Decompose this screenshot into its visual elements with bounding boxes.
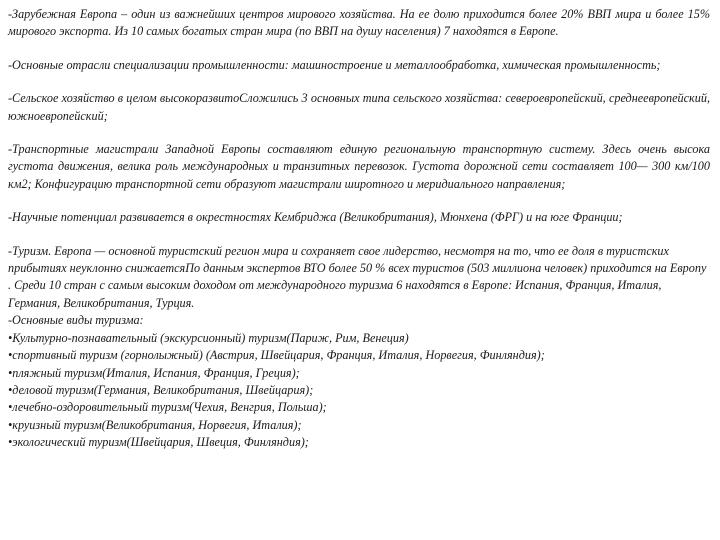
list-item: •спортивный туризм (горнолыжный) (Австрия, Швейцария, Франция, Италия, Норвегия, Финляндия); [8,348,545,363]
list-item: •круизный туризм(Великобритания, Норвегия, Италия); [8,417,302,432]
list-item: •пляжный туризм(Италия, Испания, Франция, Греция); [8,365,300,380]
tourism-types-list [8,312,710,451]
list-item: •деловой туризм(Германия, Великобритания, Швейцария); [8,382,314,397]
paragraph-tourism: -Туризм. Европа — основной туристский регион мира и сохраняет свое лидерство, несмотря на то, что ее доля в туристских прибытиях неуклонно снижаетсяПо данным экспертов ВТО более 50 % всех туристов (503 миллиона человек) приходится на Европу . Среди 10 стран с самым высоким доходом от международного туризма 6 находятся в Европе: Испания, Франция, Италия, Германия, Великобритания, Турция. [8,243,707,310]
paragraph-economy: -Зарубежная Европа – один из важнейших центров мирового хозяйства. На ее долю приходится более 20% ВВП мира и более 15% мирового экспорта. Из 10 самых богатых стран мира (по ВВП на душу населения) 7 находятся в Европе. [8,7,710,39]
list-item: •экологический туризм(Швейцария, Швеция, Финляндия); [8,435,309,450]
list-item: •лечебно-оздоровительный туризм(Чехия, Венгрия, Польша); [8,400,327,415]
list-item: •Культурно-познавательный (экскурсионный) туризм(Париж, Рим, Венеция) [8,330,409,345]
tourism-types-heading: -Основные виды туризма: [8,313,144,328]
paragraph-transport: -Транспортные магистрали Западной Европы составляют единую региональную транспортную систему. Здесь очень высока густота движения, велика роль международных и транзитных перевозок. Густота дорожной сети составляет 100— 300 км/100 км2; Конфигурацию транспортной сети образуют магистрали широтного и меридиального направления; [8,142,710,191]
document-page [8,6,710,452]
paragraph-science: -Научные потенциал развивается в окрестностях Кембриджа (Великобритания), Мюнхена (ФРГ) и на юге Франции; [8,210,623,225]
paragraph-industry: -Основные отрасли специализации промышленности: машиностроение и металлообработка, химическая промышленность; [8,57,661,72]
paragraph-agriculture: -Сельское хозяйство в целом высокоразвитоСложились 3 основных типа сельского хозяйства: североевропейский, среднеевропейский, южноевропейский; [8,91,710,123]
